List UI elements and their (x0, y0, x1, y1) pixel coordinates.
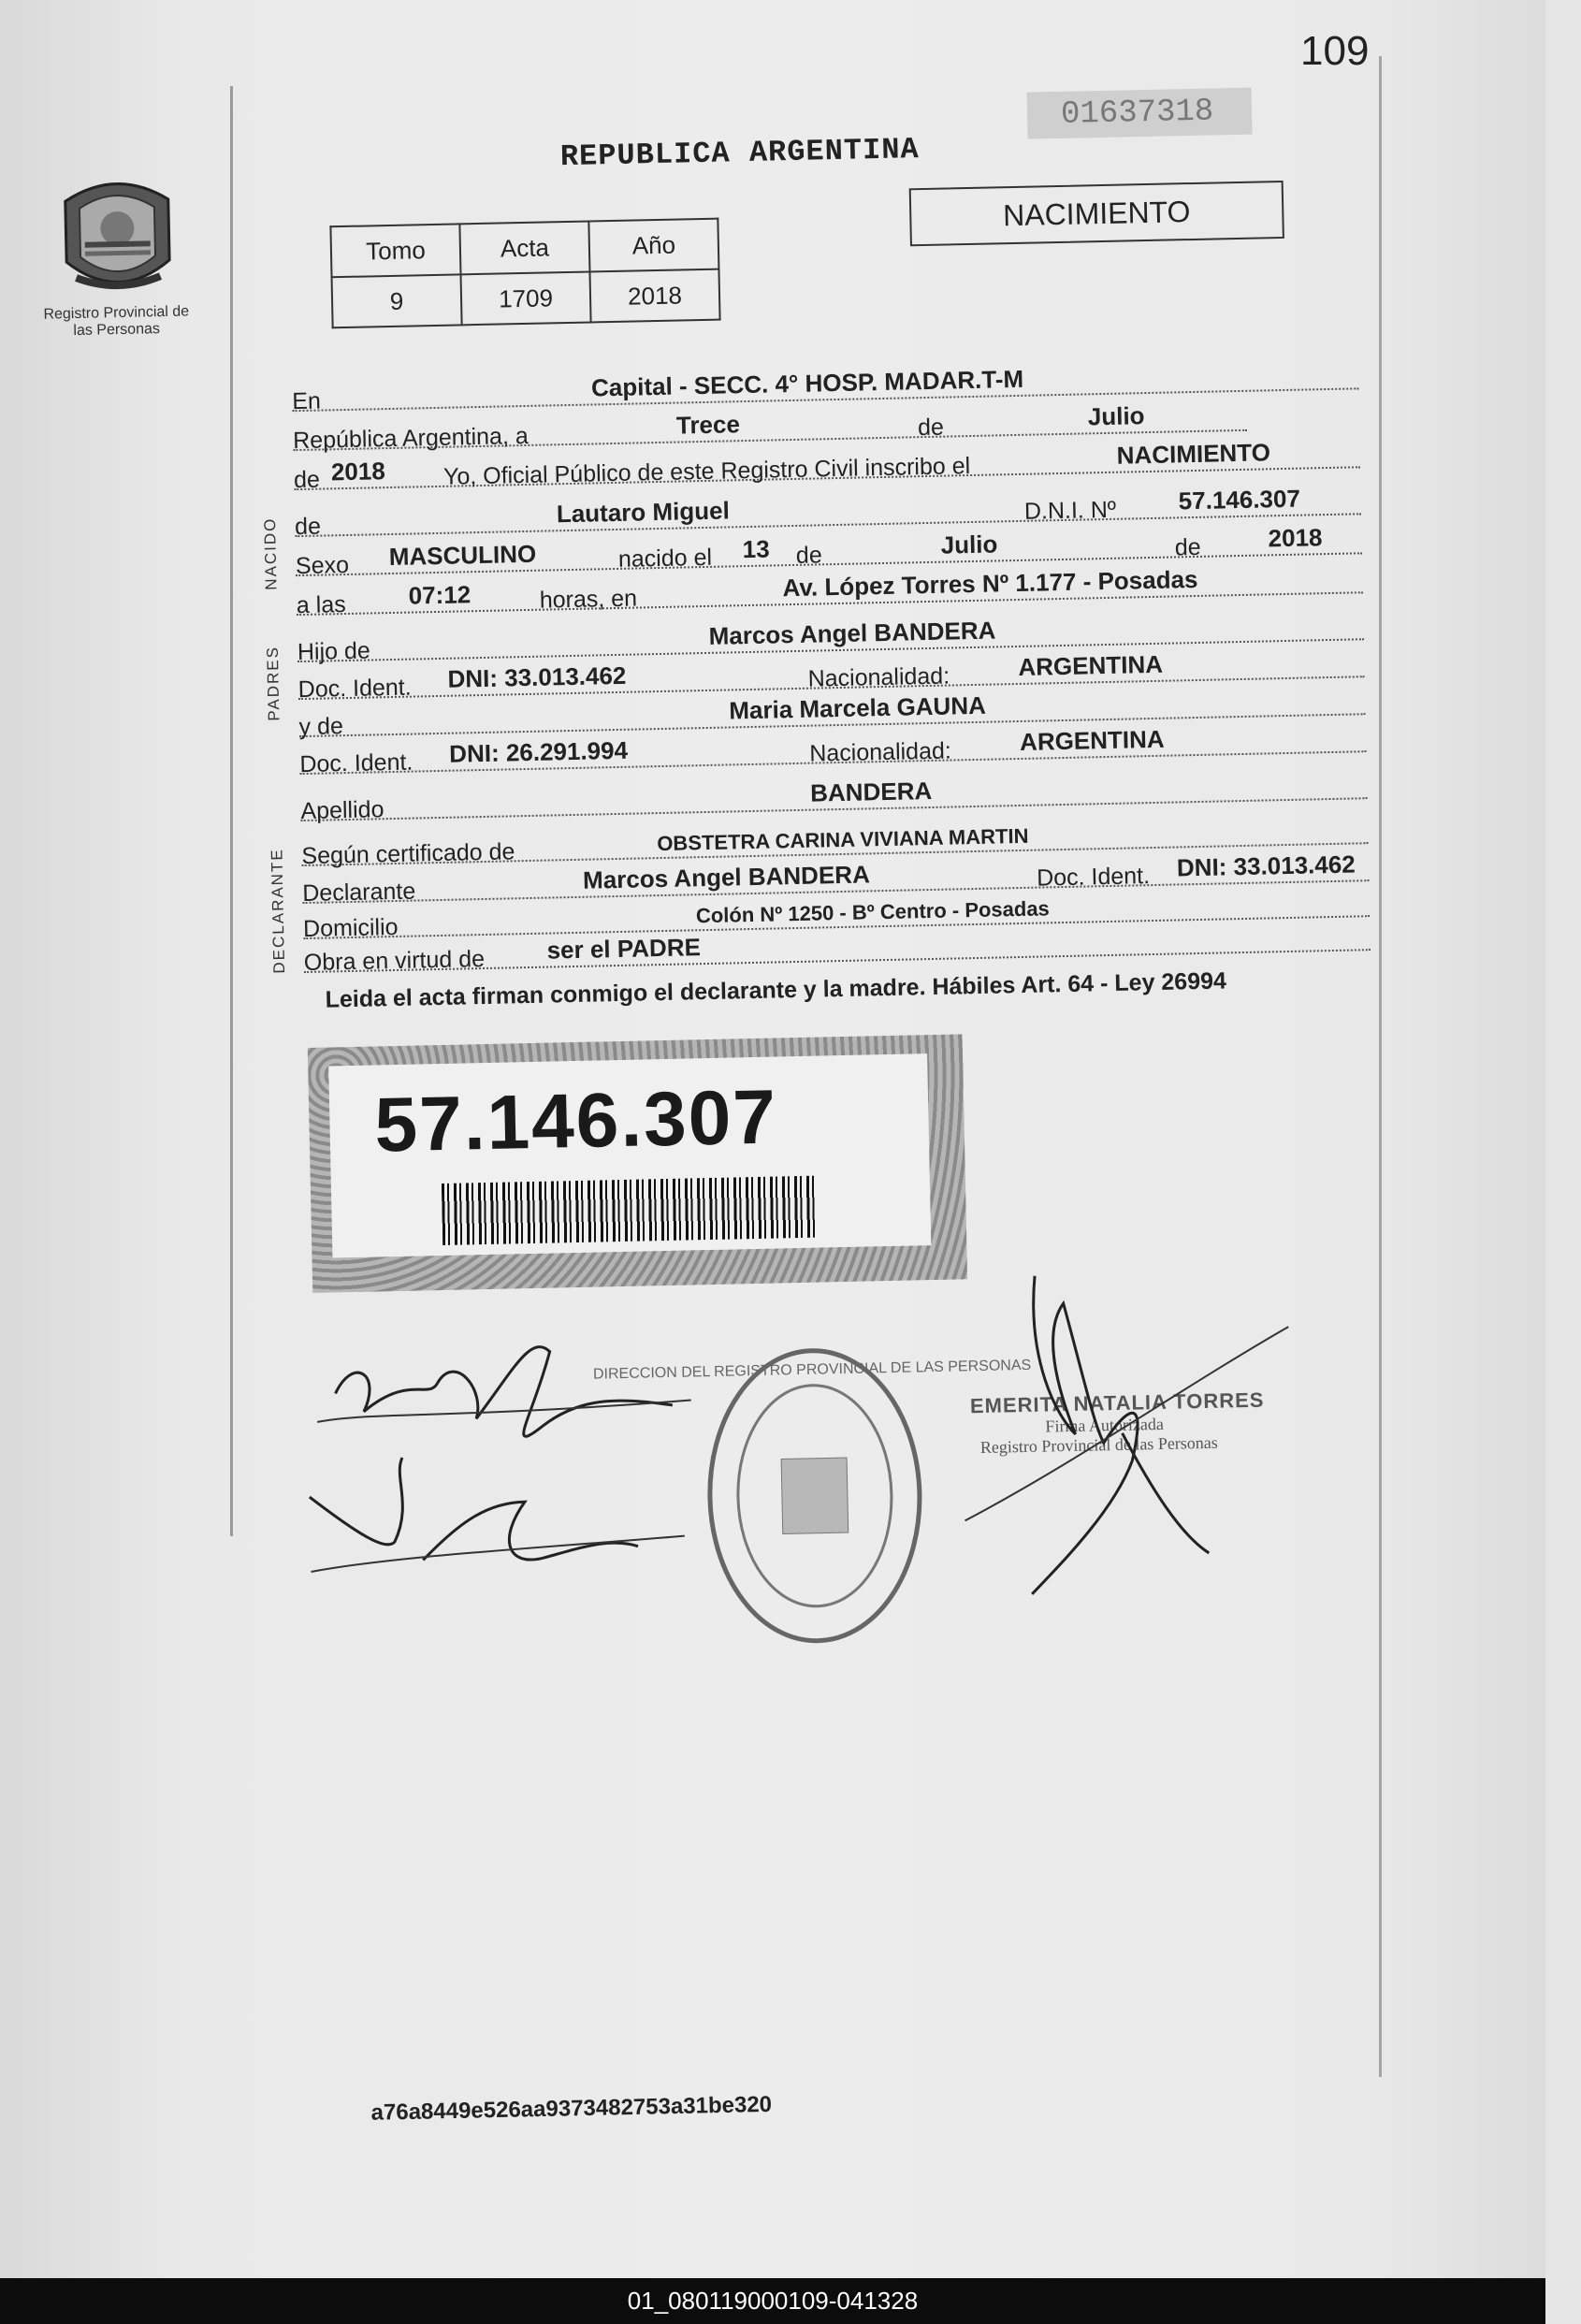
document-type-box: NACIMIENTO (909, 181, 1284, 246)
value-anio: 2018 (589, 269, 719, 323)
value-day: Trece (675, 410, 741, 440)
value-en: Capital - SECC. 4° HOSP. MADAR.T-M (590, 364, 1024, 402)
label-en: En (292, 387, 322, 415)
value-month: Julio (1087, 401, 1145, 431)
label-domicilio: Domicilio (302, 913, 399, 943)
value-mother-doc: DNI: 26.291.994 (448, 735, 629, 768)
officer-signature (959, 1242, 1303, 1623)
header-acta: Acta (459, 221, 589, 274)
page-number: 109 (1300, 28, 1370, 74)
label-republica: República Argentina, a (292, 422, 529, 455)
value-tomo: 9 (332, 274, 462, 327)
value-inscribo: NACIMIENTO (1116, 438, 1271, 470)
value-birth-day: 13 (742, 534, 770, 564)
emblem-caption: Registro Provincial de las Personas (43, 303, 190, 340)
value-name: Lautaro Miguel (556, 496, 731, 529)
value-obra: ser el PADRE (546, 933, 702, 965)
officer-org: Registro Provincial de las Personas (979, 1432, 1219, 1458)
registry-header-row (330, 219, 718, 278)
dni-sticker-number: 57.146.307 (373, 1074, 778, 1169)
barcode (442, 1176, 817, 1245)
label-horas: horas, en (539, 585, 638, 614)
registry-value-row (332, 269, 720, 328)
value-apellido: BANDERA (809, 776, 933, 807)
label-alas: a las (296, 591, 346, 619)
label-father-nat: Nacionalidad: (807, 662, 950, 692)
value-mother-nat: ARGENTINA (1019, 724, 1165, 756)
label-hijo: Hijo de (297, 637, 371, 666)
header-anio: Año (588, 219, 718, 272)
value-domicilio: Colón Nº 1250 - Bº Centro - Posadas (695, 896, 1051, 928)
label-dni: D.N.I. Nº (1023, 496, 1117, 525)
value-mother: Maria Marcela GAUNA (729, 690, 987, 725)
label-nacido: nacido el (617, 544, 713, 573)
value-declarante: Marcos Angel BANDERA (582, 860, 871, 894)
label-certificado: Según certificado de (301, 838, 515, 870)
value-birth-place: Av. López Torres Nº 1.177 - Posadas (782, 564, 1198, 603)
value-birth-year: 2018 (1268, 523, 1323, 553)
value-birth-month: Julio (940, 530, 998, 559)
official-seal (592, 1334, 1032, 1657)
scan-footer: 01_080119000109-041328 (0, 2278, 1545, 2324)
inscribo-text: Yo, Oficial Público de este Registro Civil inscribo el (442, 453, 971, 490)
seal-text: DIRECCION DEL REGISTRO PROVINCIAL DE LAS PERSONAS (592, 1357, 1032, 1383)
dni-sticker-label (328, 1053, 931, 1257)
value-father-doc: DNI: 33.013.462 (447, 661, 627, 693)
section-padres-label: PADRES (263, 645, 283, 721)
serial-number: 01637318 (1027, 88, 1253, 139)
registry-table (329, 218, 720, 329)
declarant-signature (297, 1312, 696, 1629)
label-yde: y de (298, 713, 344, 741)
value-father-nat: ARGENTINA (1018, 649, 1164, 681)
document-hash: a76a8449e526aa9373482753a31be320 (370, 2091, 773, 2126)
document-title: REPUBLICA ARGENTINA (559, 132, 921, 175)
label-de-name: de (294, 513, 322, 541)
label-obra: Obra en virtud de (303, 946, 486, 977)
label-declarante: Declarante (302, 878, 416, 908)
label-decl-doc: Doc. Ident. (1036, 863, 1151, 892)
value-time: 07:12 (408, 580, 471, 610)
label-father-doc: Doc. Ident. (297, 674, 412, 704)
label-de-month: de (917, 414, 945, 442)
value-decl-doc: DNI: 33.013.462 (1176, 850, 1356, 882)
value-year: 2018 (330, 457, 386, 487)
label-mother-doc: Doc. Ident. (299, 748, 413, 778)
value-certificado: OBSTETRA CARINA VIVIANA MARTIN (657, 823, 1029, 856)
label-mother-nat: Nacionalidad: (809, 737, 952, 767)
header-tomo: Tomo (330, 224, 460, 277)
value-father: Marcos Angel BANDERA (708, 616, 996, 650)
officer-role: Firma Autorizada (1045, 1414, 1165, 1436)
label-sexo: Sexo (295, 551, 350, 580)
section-declarante-label: DECLARANTE (268, 848, 289, 974)
label-apellido: Apellido (300, 796, 384, 825)
value-sexo: MASCULINO (388, 539, 537, 572)
dni-sticker (308, 1034, 967, 1293)
closing-note: Leida el acta firman conmigo el declarante y la madre. Hábiles Art. 64 - Ley 26994 (325, 967, 1227, 1013)
value-dni: 57.146.307 (1178, 484, 1301, 516)
province-emblem-icon (46, 161, 189, 304)
label-de-year: de (293, 466, 321, 494)
officer-name: EMERITA NATALIA TORRES (969, 1387, 1265, 1418)
label-de2: de (1174, 533, 1201, 561)
section-nacido-label: NACIDO (260, 516, 281, 590)
value-acta: 1709 (461, 271, 591, 325)
label-de1: de (795, 542, 822, 569)
